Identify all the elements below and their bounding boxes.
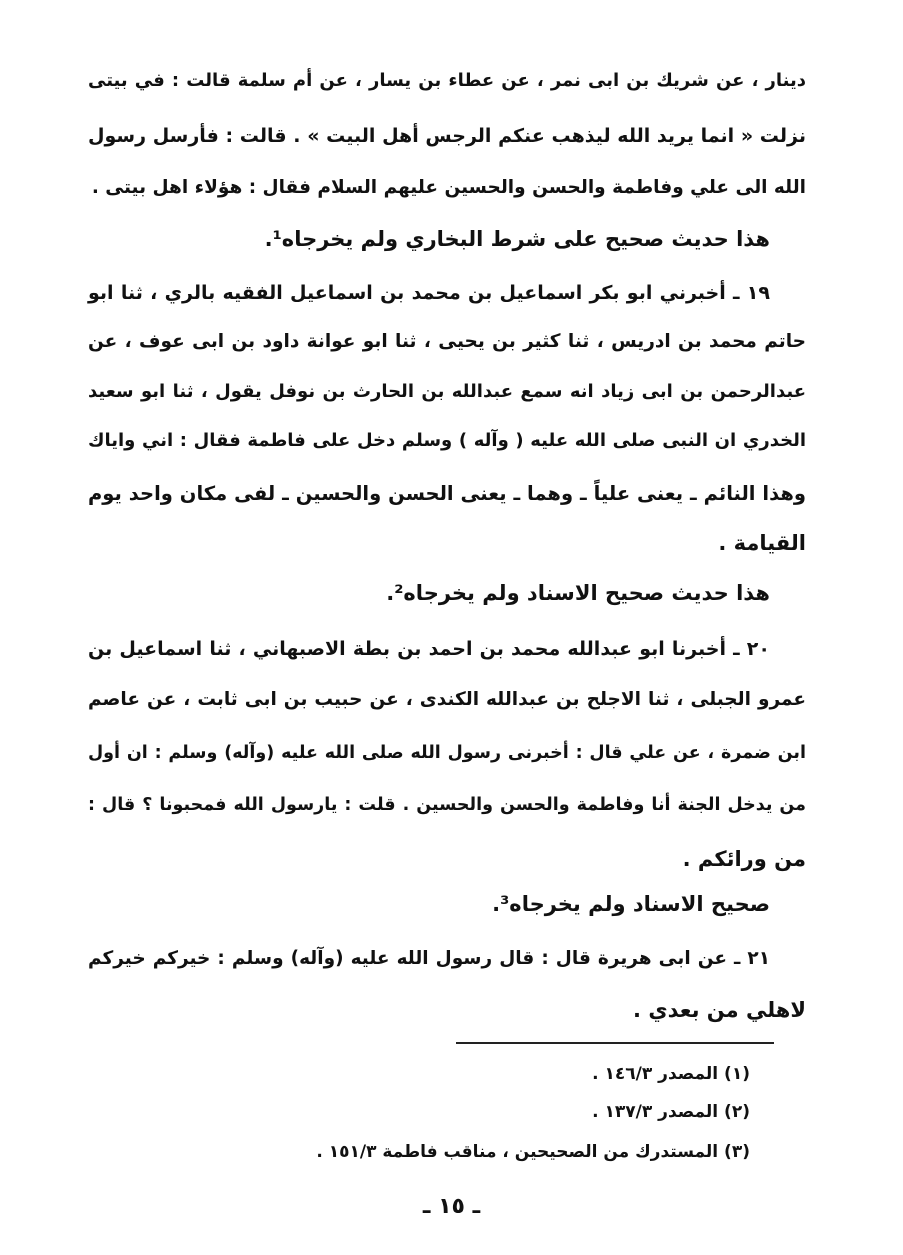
text-line: نزلت « انما يريد الله ليذهب عنكم الرجس أهل البيت » . قالت : فأرسل رسول	[88, 125, 806, 147]
text-line: هذا حديث صحيح على شرط البخاري ولم يخرجاه¹.	[264, 227, 770, 251]
text-line: القيامة .	[718, 531, 806, 555]
text-line: صحيح الاسناد ولم يخرجاه³.	[492, 892, 770, 916]
text-line: من ورائكم .	[682, 847, 806, 871]
footnote-3: (٣) المستدرك من الصحيحين ، مناقب فاطمة ١٥١/٣ .	[316, 1142, 750, 1162]
text-line: حاتم محمد بن ادريس ، ثنا كثير بن يحيى ، ثنا ابو عوانة داود بن ابى عوف ، عن	[88, 331, 806, 352]
text-line: الخدري ان النبى صلى الله عليه ( وآله ) وسلم دخل على فاطمة فقال : اني واياك	[88, 430, 806, 451]
text-line: دينار ، عن شريك بن ابى نمر ، عن عطاء بن يسار ، عن أم سلمة قالت : في بيتى	[88, 70, 806, 91]
hadith-19-line: ١٩ ـ أخبرني ابو بكر اسماعيل بن محمد بن اسماعيل الفقيه بالري ، ثنا ابو	[88, 282, 770, 304]
footnote-separator	[456, 1042, 774, 1044]
footnote-2: (٢) المصدر ١٣٧/٣ .	[592, 1102, 750, 1122]
footnote-1: (١) المصدر ١٤٦/٣ .	[592, 1064, 750, 1084]
text-line: عمرو الجبلى ، ثنا الاجلح بن عبدالله الكندى ، عن حبيب بن ابى ثابت ، عن عاصم	[88, 689, 806, 710]
hadith-21-line: ٢١ ـ عن ابى هريرة قال : قال رسول الله عليه (وآله) وسلم : خيركم خيركم	[88, 948, 770, 969]
text-line: هذا حديث صحيح الاسناد ولم يخرجاه².	[386, 581, 770, 605]
text-line: وهذا النائم ـ يعنى علياً ـ وهما ـ يعنى الحسن والحسين ـ لفى مكان واحد يوم	[88, 482, 806, 505]
text-line: ابن ضمرة ، عن علي قال : أخبرنى رسول الله صلى الله عليه (وآله) وسلم : ان أول	[88, 743, 806, 763]
page-number: ـ ١٥ ـ	[422, 1194, 481, 1219]
text-line: الله الى علي وفاطمة والحسن والحسين عليهم السلام فقال : هؤلاء اهل بيتى .	[91, 177, 806, 198]
text-line: من يدخل الجنة أنا وفاطمة والحسن والحسين . قلت : يارسول الله فمحبونا ؟ قال :	[88, 795, 806, 815]
text-line: عبدالرحمن بن ابى زياد انه سمع عبدالله بن الحارث بن نوفل يقول ، ثنا ابو سعيد	[88, 381, 806, 402]
hadith-20-line: ٢٠ ـ أخبرنا ابو عبدالله محمد بن احمد بن بطة الاصبهاني ، ثنا اسماعيل بن	[88, 638, 770, 660]
text-line: لاهلي من بعدي .	[633, 998, 806, 1022]
